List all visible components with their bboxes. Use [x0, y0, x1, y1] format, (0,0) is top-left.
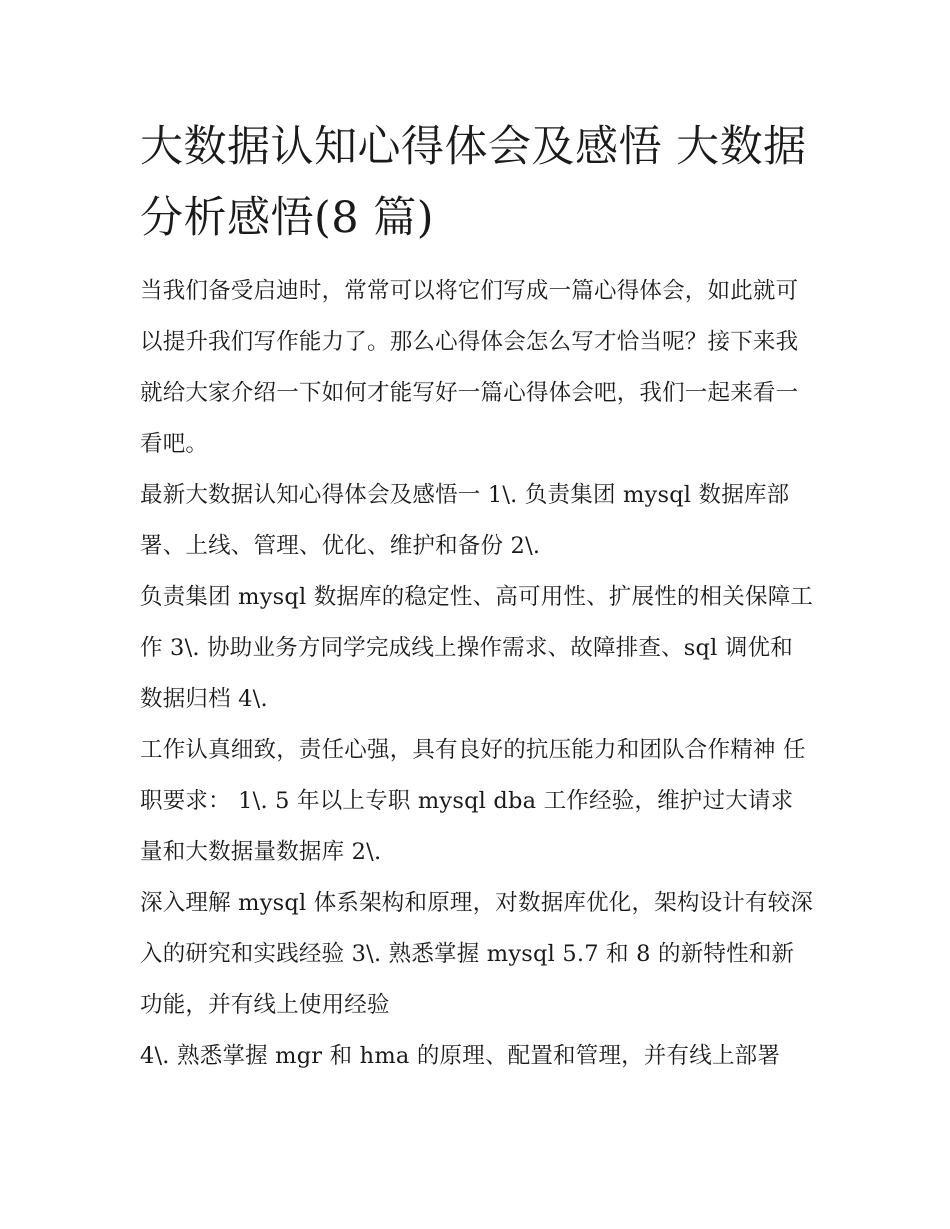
document-body — [140, 112, 815, 1082]
paragraph-intro: 当我们备受启迪时，常常可以将它们写成一篇心得体会，如此就可以提升我们写作能力了。那么心得体会怎么写才恰当呢？接下来我就给大家介绍一下如何才能写好一篇心得体会吧，我们一起来看一看吧。 — [140, 278, 799, 457]
paragraph-2: 负责集团 mysql 数据库的稳定性、高可用性、扩展性的相关保障工作 3\. 协助业务方同学完成线上操作需求、故障排查、sql 调优和数据归档 4\. — [140, 584, 814, 712]
document-title: 大数据认知心得体会及感悟 大数据分析感悟(8 篇) — [140, 122, 807, 243]
paragraph-4: 深入理解 mysql 体系架构和原理，对数据库优化，架构设计有较深入的研究和实践经验 3\. 熟悉掌握 mysql 5.7 和 8 的新特性和新功能，并有线上使用经验 — [140, 890, 814, 1018]
paragraph-3: 工作认真细致，责任心强，具有良好的抗压能力和团队合作精神 任职要求： 1\. 5 年以上专职 mysql dba 工作经验，维护过大请求量和大数据量数据库 2\. — [140, 737, 806, 865]
paragraph-1: 最新大数据认知心得体会及感悟一 1\. 负责集团 mysql 数据库部署、上线、管理、优化、维护和备份 2\. — [140, 482, 790, 559]
paragraph-5: 4\. 熟悉掌握 mgr 和 hma 的原理、配置和管理，并有线上部署 — [140, 1043, 781, 1069]
